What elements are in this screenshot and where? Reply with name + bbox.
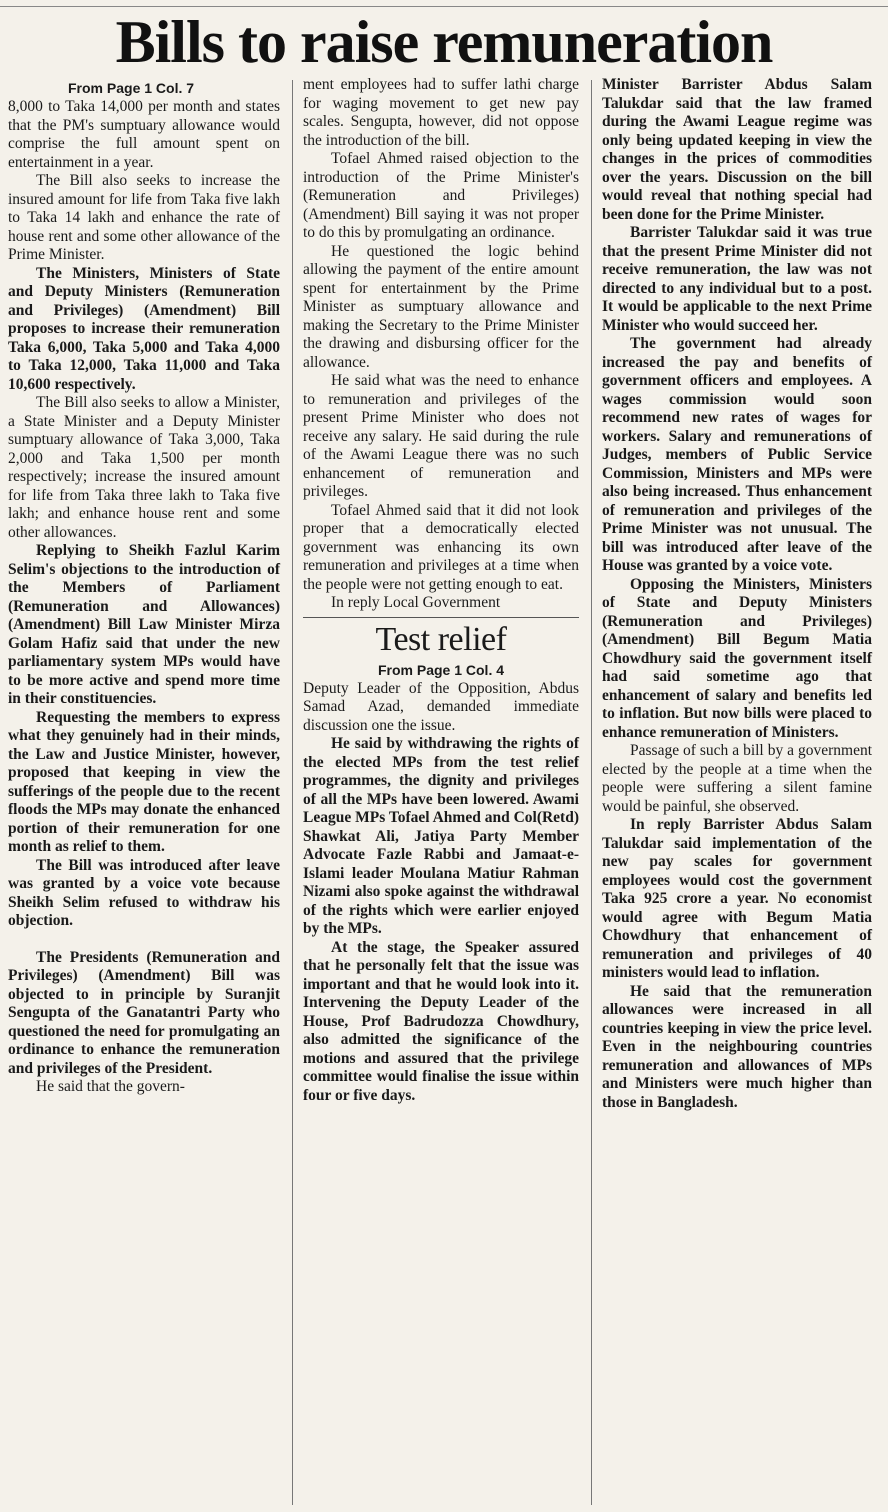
- paragraph: ment employees had to suffer lathi charge for waging movement to get new pay scales. Sengupta, however, did not oppose the introduction of the bill.: [303, 76, 579, 149]
- article-column-2: [303, 76, 579, 1105]
- paragraph: Minister Barrister Abdus Salam Talukdar said that the law framed during the Awami League regime was only being updated keeping in view the changes in the prices of commodities over the years. Discussion on the bill would reveal that nothing special had been done for the Prime Minister.: [602, 76, 872, 223]
- paragraph: Passage of such a bill by a government elected by the people at a time when the people were suffering a silent famine would be painful, she observed.: [602, 742, 872, 815]
- article-column-1: [8, 78, 280, 1097]
- paragraph: The government had already increased the pay and benefits of government officers and employees. A wages commission would soon recommend new rates of wages for workers. Salary and remunerations of Judges, members of Public Service Commission, Ministers and MPs were also being increased. Thus enhancement of remuneration and privileges of the Prime Minister was not unusual. The bill was introduced after leave of the House was granted by a voice vote.: [602, 335, 872, 574]
- paragraph: The Bill was introduced after leave was granted by a voice vote because Sheikh Selim refused to withdraw his objection.: [8, 856, 280, 929]
- paragraph: Requesting the members to express what they genuinely had in their minds, the Law and Justice Minister, however, proposed that keeping in view the sufferings of the people due to the recent floods the MPs may donate the enhanced portion of their remuneration for one month as relief to them.: [8, 708, 280, 855]
- paragraph: 8,000 to Taka 14,000 per month and states that the PM's sumptuary allowance would comprise the full amount spent on entertainment in a year.: [8, 98, 280, 171]
- paragraph: Opposing the Ministers, Ministers of State and Deputy Ministers (Remuneration and Privileges) (Amendment) Bill Begum Matia Chowdhury said the government itself had said sometime ago that enhancement of salary and benefits led to inflation. But now bills were placed to enhance remuneration of Ministers.: [602, 575, 872, 741]
- article-column-3: [602, 76, 872, 1112]
- subhead-test-relief: Test relief: [375, 620, 507, 658]
- paragraph: Tofael Ahmed raised objection to the introduction of the Prime Minister's (Remuneration and Privileges) (Amendment) Bill saying it was not proper to do this by promulgating an ordinance.: [303, 150, 579, 241]
- paragraph: In reply Local Government: [331, 594, 501, 611]
- column-divider-1: [292, 80, 293, 1505]
- paragraph: The Bill also seeks to increase the insured amount for life from Taka five lakh to Taka 14 lakh and enhance the rate of house rent and some other allowance of the Prime Minister.: [8, 172, 280, 263]
- paragraph: In reply Barrister Abdus Salam Talukdar said implementation of the new pay scales for government employees would cost the government Taka 925 crore a year. No economist would agree with Begum Matia Chowdhury that enhancement of remuneration and privileges of 40 ministers would lead to inflation.: [602, 816, 872, 981]
- paragraph: The Presidents (Remuneration and Privileges) (Amendment) Bill was objected to in principle by Suranjit Sengupta of the Ganatantri Party who questioned the need for promulgating an ordinance to enhance the remuneration and privileges of the President.: [8, 948, 280, 1077]
- headline: Bills to raise remuneration: [115, 9, 773, 75]
- paragraph: Barrister Talukdar said it was true that the present Prime Minister did not receive remuneration, the law was not directed to any individual but to a post. It would be applicable to the next Prime Minister who would succeed her.: [602, 224, 872, 334]
- paragraph: The Ministers, Ministers of State and Deputy Ministers (Remuneration and Privileges) (Amendment) Bill proposes to increase their remuneration Taka 6,000, Taka 5,000 and Taka 4,000 to Taka 12,000, Taka 11,000 and Taka 10,600 respectively.: [8, 264, 280, 393]
- jump-line: From Page 1 Col. 4: [377, 661, 505, 678]
- paragraph: He questioned the logic behind allowing the payment of the entire amount spent for entertainment by the Prime Minister as sumptuary allowance and making the Secretary to the Prime Minister the drawing and disbursing officer for the allowance.: [303, 242, 579, 371]
- section-rule: [303, 617, 579, 618]
- jump-line: From Page 1 Col. 7: [68, 80, 195, 96]
- paragraph: He said that the remuneration allowances were increased in all countries keeping in view the price level. Even in the neighbouring countries remuneration and allowances of MPs and Ministers were much higher than those in Bangladesh.: [602, 982, 872, 1111]
- paragraph: Replying to Sheikh Fazlul Karim Selim's objections to the introduction of the Members of Parliament (Remuneration and Allowances) (Amendment) Bill Law Minister Mirza Golam Hafiz said that under the new parliamentary system MPs would have to be more active and spend more time in their constituencies.: [8, 542, 280, 707]
- paragraph: The Bill also seeks to allow a Minister, a State Minister and a Deputy Minister sumptuary allowance of Taka 3,000, Taka 2,000 and Taka 1,500 per month respectively; increase the insured amount for life from Taka three lakh to Taka five lakh; and enhance house rent and some other allowances.: [8, 394, 280, 541]
- paragraph: He said by withdrawing the rights of the elected MPs from the test relief programmes, the dignity and privileges of all the MPs have been lowered. Awami League MPs Tofael Ahmed and Col(Retd) Shawkat Ali, Jatiya Party Member Advocate Fazle Rabbi and Jamaat-e-Islami leader Moulana Matiur Rahman Nizami also spoke against the withdrawal of the rights which were earlier enjoyed by the MPs.: [303, 735, 579, 937]
- paragraph: Tofael Ahmed said that it did not look proper that a democratically elected government was enhancing its own remuneration and privileges at a time when the people were not getting enough to eat.: [303, 501, 579, 593]
- paragraph: He said what was the need to enhance to remuneration and privileges of the present Prime Minister who does not receive any salary. He said during the rule of the Awami League there was no such enhancement of remuneration and privileges.: [303, 372, 579, 500]
- paragraph: Deputy Leader of the Opposition, Abdus Samad Azad, demanded immediate discussion one the issue.: [303, 679, 579, 734]
- column-divider-2: [591, 80, 592, 1505]
- paragraph: He said that the govern-: [36, 1078, 185, 1095]
- paragraph: At the stage, the Speaker assured that he personally felt that the issue was important and that he would look into it. Intervening the Deputy Leader of the House, Prof Badrudozza Chowdhury, also admitted the significance of the motions and assured that the privilege committee would finalise the issue within four or five days.: [303, 938, 579, 1104]
